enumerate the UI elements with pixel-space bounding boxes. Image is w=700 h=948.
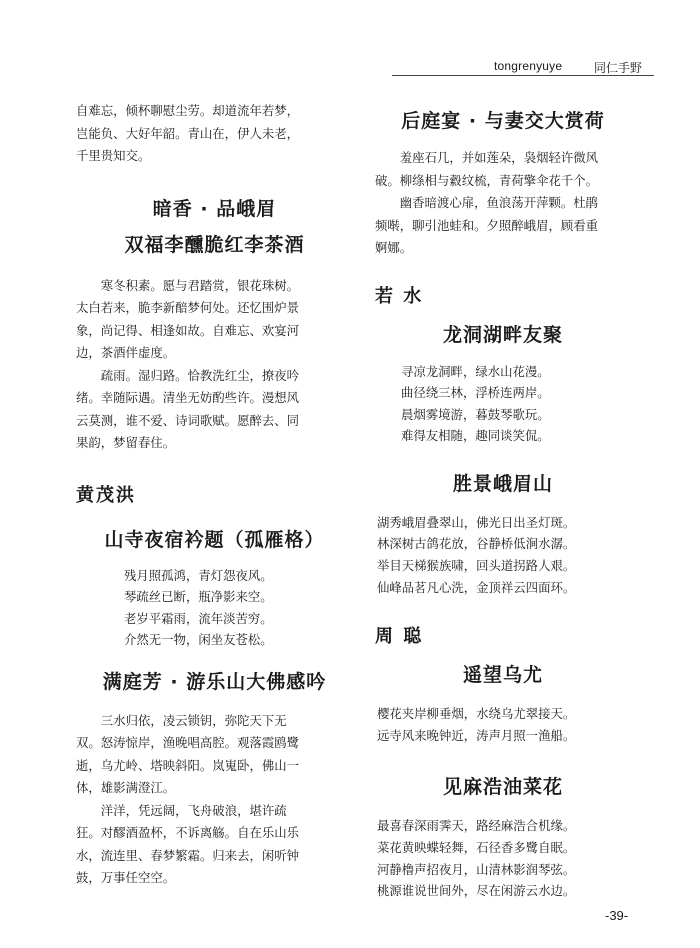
text-line: 太白若来，脆李新醅梦何处。还忆围炉景 <box>76 300 300 315</box>
continued-text <box>76 100 353 168</box>
text-line: 千里贵知交。 <box>76 148 151 163</box>
poem-body <box>375 147 631 260</box>
running-header <box>392 58 654 76</box>
text-line: 洋洋，凭远阔，飞舟破浪，堪许疏 <box>100 802 287 818</box>
verse-line: 老岁平霜雨，流年淡苦穷。 <box>124 610 273 626</box>
verse-line: 晨烟雾境游，暮鼓琴歌玩。 <box>401 406 550 422</box>
author-name: 周 聪 <box>375 626 424 648</box>
poem-body <box>76 275 353 455</box>
author-name: 若 水 <box>375 285 424 307</box>
poem-title: 满庭芳 · 游乐山大佛感吟 <box>102 670 327 693</box>
text-line: 岂能负、大好年韶。青山在，伊人未老， <box>76 125 300 141</box>
verse-line: 曲径绕三林，浮桥连两岸。 <box>401 385 550 401</box>
poem-body <box>375 361 631 447</box>
text-line: 疏雨。湿归路。恰教洗红尘，撩夜吟 <box>100 367 300 383</box>
verse-line: 河静橹声招夜月，山清林影润琴弦。 <box>377 861 576 877</box>
text-line: 逝，乌尤岭、塔映斜阳。岚嵬卧，佛山一 <box>76 757 300 773</box>
poem-title: 见麻浩油菜花 <box>442 776 563 799</box>
poem-body <box>375 512 631 598</box>
right-column <box>375 100 631 902</box>
text-line: 鼓，万事任空空。 <box>76 870 176 886</box>
verse-line: 菜花黄映蝶轻舞，石径香多鹭自眠。 <box>377 840 576 856</box>
text-line: 绪。幸随际遇。清坐无妨酌些许。漫想风 <box>76 390 300 405</box>
poem-title: 龙洞湖畔友聚 <box>442 323 563 346</box>
text-line: 婀娜。 <box>375 240 413 255</box>
text-line: 寒冬积素。愿与君踏赏，银花珠树。 <box>100 277 300 293</box>
text-line: 体，雄影满澄江。 <box>76 780 176 796</box>
text-line: 自难忘，倾杯聊慰尘劳。却道流年若梦， <box>76 103 300 118</box>
poem-title: 后庭宴 · 与妻交大赏荷 <box>401 110 605 132</box>
verse-line: 桃源谁说世间外，尽在闲游云水边。 <box>377 883 576 899</box>
text-line: 象，尚记得、相逢如故。自难忘、欢宴河 <box>76 322 300 338</box>
verse-line: 寻凉龙洞畔，绿水山花漫。 <box>401 363 550 379</box>
verse-line: 樱花夹岸柳垂烟，水绕乌尤翠接天。 <box>377 706 576 722</box>
poem-subtitle: 双福李醺脆红李茶酒 <box>124 233 305 256</box>
poem-title: 暗香 · 品峨眉 <box>152 197 277 220</box>
text-line: 频啭，聊引池蛙和。夕照醉峨眉，顾看重 <box>375 217 599 233</box>
verse-line: 最喜春深雨霁天，路经麻浩合机缘。 <box>377 818 576 834</box>
text-line: 破。柳绦相与縠纹梳，青荷擎伞花千个。 <box>375 172 599 188</box>
poem-body <box>76 565 353 651</box>
verse-line: 介然无一物，闲坐友苍松。 <box>124 632 273 648</box>
text-line: 狂。对醪酒盈杯，不诉离觞。自在乐山乐 <box>76 825 300 841</box>
verse-line: 远寺风来晚钟近，涛声月照一渔船。 <box>377 727 576 743</box>
text-line: 云莫测，谁不爱、诗词歌赋。愿醉去、同 <box>76 412 300 428</box>
verse-line: 难得友相随，趣同谈笑侃。 <box>401 428 550 444</box>
poem-body <box>375 815 631 901</box>
header-rule <box>392 75 654 76</box>
verse-line: 湖秀峨眉叠翠山，佛光日出圣灯斑。 <box>377 514 576 530</box>
header-site: tongrenyuye <box>494 59 563 73</box>
author-name: 黄茂洪 <box>76 484 136 506</box>
verse-line: 举目天梯猴族啸，回头道拐路人艰。 <box>377 558 576 574</box>
text-line: 双。怒涛惊岸，渔晚唱高腔。观落霞鸥鹭 <box>76 735 300 751</box>
page-number: -39- <box>605 908 629 923</box>
poem-title: 胜景峨眉山 <box>452 472 553 495</box>
poem-body <box>375 703 631 746</box>
left-column <box>76 100 353 890</box>
verse-line: 仙峰品茗凡心洗，金顶祥云四面环。 <box>377 579 576 595</box>
text-line: 羞座石几，并如莲朵，袅烟轻许微风 <box>399 150 599 165</box>
text-line: 幽香暗渡心扉，鱼浪荡开萍颗。杜鹃 <box>399 195 599 210</box>
text-line: 水，流连里、春梦繁霜。归来去，闲听钟 <box>76 847 300 863</box>
text-line: 边，茶酒伴虚度。 <box>76 345 176 360</box>
text-line: 果韵，梦留春住。 <box>76 435 176 450</box>
poem-body <box>76 710 353 890</box>
verse-line: 林深树古鸽花放，谷静桥低涧水潺。 <box>377 536 576 552</box>
poem-title: 山寺夜宿衿题（孤雁格） <box>104 528 325 551</box>
text-line: 三水归依，凌云锁钥，弥陀天下无 <box>100 712 287 728</box>
header-column-name: 同仁手野 <box>594 61 643 75</box>
poem-title: 遥望乌尤 <box>462 664 543 687</box>
verse-line: 残月照孤鸿，青灯怨夜风。 <box>124 567 273 583</box>
verse-line: 琴疏丝已断，瓶净影来空。 <box>124 589 273 605</box>
